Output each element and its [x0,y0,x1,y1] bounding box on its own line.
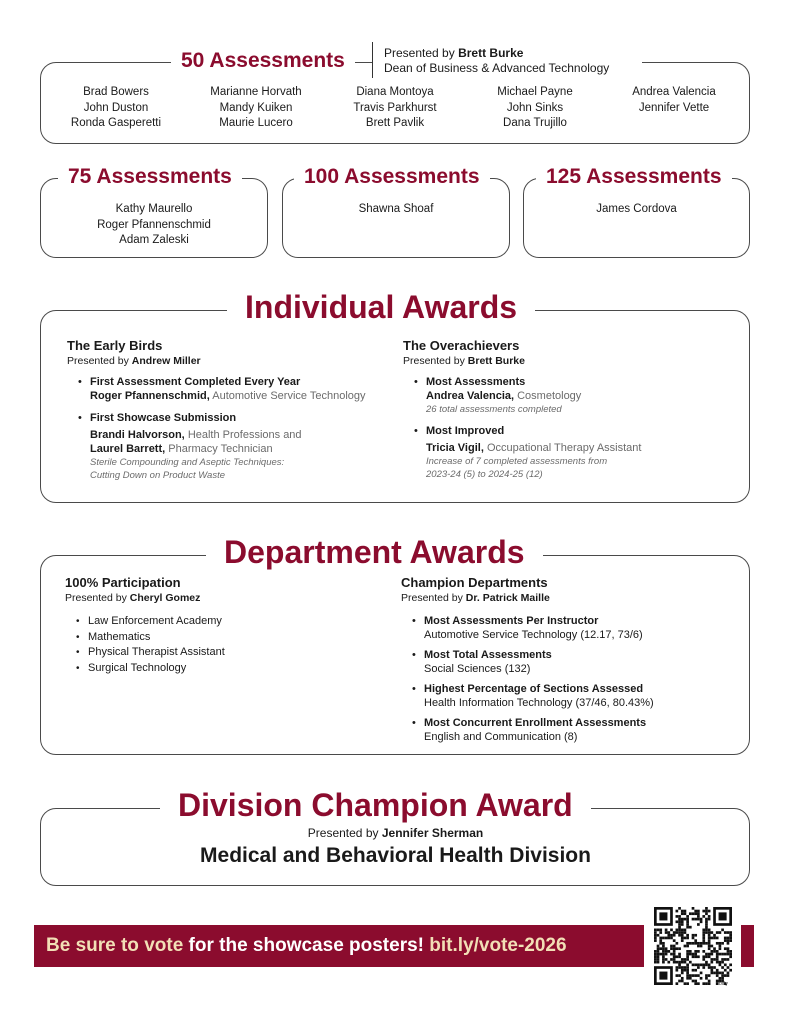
early-birds-title: The Early Birds [67,338,163,353]
assess75-heading: 75 Assessments [58,164,242,190]
assess50-col-4: Michael Payne John Sinks Dana Trujillo [497,86,573,129]
vote-banner [34,925,644,967]
list-item: • Law Enforcement Academy [65,614,385,630]
early-birds-section: The Early Birds Presented by Andrew Miller • First Assessment Completed Every Year Roger Pfannenschmid, Automotive Service Technology • First Showcase Submission Brandi Halvorson, Health Professions and Laurel Barrett, Pharmacy Technician Sterile Compounding and Aseptic Techniques: Cutting Down on Product Waste [67,338,387,488]
award-item: • First Showcase Submission Brandi Halvorson, Health Professions and Laurel Barrett, Pharmacy Technician Sterile Compounding and Aseptic Techniques: Cutting Down on Product Waste [67,411,387,482]
assess50-col-3: Diana Montoya Travis Parkhurst Brett Pavlik [353,86,437,129]
assess50-heading: 50 Assessments [171,48,355,74]
division-presenter-line: Presented by Jennifer Sherman [307,826,484,840]
participation-presenter: Cheryl Gomez [129,592,201,604]
list-item: • Surgical Technology [65,661,385,677]
overachievers-presenter: Brett Burke [467,355,525,367]
assess75-names: Kathy Maurello Roger Pfannenschmid Adam Zaleski [97,203,211,246]
department-awards-heading: Department Awards [206,533,543,571]
champion-departments-section: Champion Departments Presented by Dr. Patrick Maille • Most Assessments Per Instructor Automotive Service Technology (12.17, 73/6) • Most Total Assessments Social Sciences (132) • Highest Percentage of Sections Assessed Health Information Technology (37/46, 80.43%) • Most Concurrent Enrollment Assessments English and Communication (8) [401,575,731,750]
overachievers-title: The Overachievers [403,338,520,353]
overachievers-section: The Overachievers Presented by Brett Burke • Most Assessments Andrea Valencia, Cosmetology 26 total assessments completed • Most Improved Tricia Vigil, Occupational Therapy Assistant Increase of 7 completed assessments from 2023-24 (5) to 2024-25 (12) [403,338,733,487]
award-item: • First Assessment Completed Every Year Roger Pfannenschmid, Automotive Service Technology [67,375,387,403]
champion-departments-title: Champion Departments [401,575,548,590]
list-item: • Physical Therapist Assistant [65,645,385,661]
participation-title: 100% Participation [65,575,181,590]
award-item: • Highest Percentage of Sections Assessed Health Information Technology (37/46, 80.43%) [401,682,731,710]
award-item: • Most Assessments Per Instructor Automotive Service Technology (12.17, 73/6) [401,614,731,642]
individual-awards-heading: Individual Awards [227,288,535,326]
assess50-col-1: Brad Bowers John Duston Ronda Gasperetti [70,86,162,129]
division-winner: Medical and Behavioral Health Division [200,844,591,867]
qr-caption: bitly [719,981,728,987]
list-item: • Mathematics [65,630,385,646]
banner-end-bar [741,925,754,967]
assess125-names: James Cordova [596,203,677,215]
award-item: • Most Total Assessments Social Sciences (132) [401,648,731,676]
assess50-col-2: Marianne Horvath Mandy Kuiken Maurie Lucero [210,86,302,129]
participation-section: 100% Participation Presented by Cheryl Gomez • Law Enforcement Academy • Mathematics • Physical Therapist Assistant • Surgical Technology [65,575,385,676]
assess100-heading: 100 Assessments [294,164,490,190]
division-presenter: Jennifer Sherman [381,826,484,840]
presenter-name: Brett Burke [458,46,524,60]
assess100-box [282,178,510,258]
champion-presenter: Dr. Patrick Maille [465,592,550,604]
assess125-heading: 125 Assessments [536,164,732,190]
award-item: • Most Concurrent Enrollment Assessments English and Communication (8) [401,716,731,744]
assess100-names: Shawna Shoaf [358,203,434,215]
vote-callout: Be sure to vote [46,935,184,956]
award-item: • Most Improved Tricia Vigil, Occupational Therapy Assistant Increase of 7 completed assessments from 2023-24 (5) to 2024-25 (12) [403,424,733,481]
assess125-box [523,178,750,258]
assess50-col-5: Andrea Valencia Jennifer Vette [632,86,716,114]
vote-text: for the showcase posters! [183,935,430,956]
division-award-heading: Division Champion Award [160,786,591,824]
early-birds-presenter: Andrew Miller [131,355,201,367]
assess50-presenter: Presented by Brett Burke Dean of Business & Advanced Technology [372,46,642,76]
qr-code-icon[interactable] [654,907,732,985]
presenter-title: Dean of Business & Advanced Technology [384,61,610,75]
vote-link[interactable]: bit.ly/vote-2026 [429,935,567,956]
award-item: • Most Assessments Andrea Valencia, Cosmetology 26 total assessments completed [403,375,733,416]
presenter-divider [372,42,373,78]
